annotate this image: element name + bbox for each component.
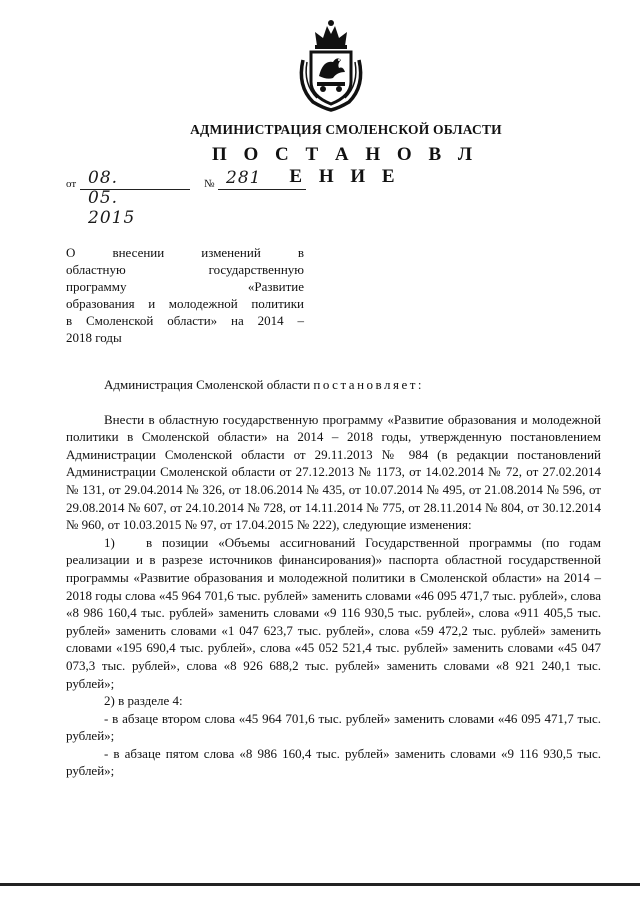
number-prefix: № [204,178,215,190]
preamble [66,376,601,394]
subject-line: в Смоленской области» на 2014 – [66,313,304,328]
page-bottom-edge [0,883,640,886]
coat-of-arms-icon [293,16,369,112]
handwritten-date: 08. 05. 2015 [88,168,136,228]
subject-line: областную государственную [66,262,304,277]
item-1 [66,534,601,692]
document-type-title: П О С Т А Н О В Л Е Н И Е [211,144,479,187]
preamble-text: Администрация Смоленской области [104,377,314,392]
number-underline [218,189,306,190]
item-2: 2) в разделе 4: [104,693,183,709]
document-subject [66,244,304,346]
date-prefix: от [66,178,77,190]
preamble-resolves: постановляет: [313,377,425,392]
subject-line: программу «Развитие [66,279,304,294]
subject-line: О внесении изменений в [66,245,304,260]
item-1-number: 1) [104,534,115,550]
item-2-paragraph-a: - в абзаце втором слова «45 964 701,6 тыс. рублей» заменить словами «46 095 471,7 тыс. рублей»; [66,710,601,744]
subject-line: 2018 годы [66,330,122,345]
handwritten-number: 281 [226,168,262,188]
item-1-text: в позиции «Объемы ассигнований Государственной программы (по годам реализации и в разрезе источников финансирования)» паспорта областной государственной программы «Развитие образования и молодежной политики в Смоленской области» на 2014 – 2018 годы слова «45 964 701,6 тыс. рублей» заменить словами «46 095 471,7 тыс. рублей», слова «8 986 160,4 тыс. рублей» заменить словами «9 116 930,5 тыс. рублей», слова «911 405,5 тыс. рублей» заменить словами «1 047 623,7 тыс. рублей», слова «59 472,2 тыс. рублей» заменить словами «195 690,4 тыс. рублей», слова «45 052 521,4 тыс. рублей» заменить словами «45 047 073,3 тыс. рублей», слова «8 926 688,2 тыс. рублей» заменить словами «8 921 240,1 тыс. рублей»; [66,534,601,691]
intro-paragraph: Внести в областную государственную программу «Развитие образования и молодежной политики в Смоленской области» на 2014 – 2018 годы, утвержденную постановлением Администрации Смоленской области от 29.11.2013 № 984 (в редакции постановлений Администрации Смоленской области от 27.12.2013 № 1173, от 14.02.2014 № 72, от 27.02.2014 № 131, от 29.04.2014 № 326, от 18.06.2014 № 435, от 10.07.2014 № 495, от 21.08.2014 № 596, от 29.08.2014 № 607, от 24.10.2014 № 728, от 14.11.2014 № 775, от 28.11.2014 № 804, от 30.12.2014 № 960, от 10.03.2015 № 97, от 17.04.2015 № 222), следующие изменения: [66,411,601,533]
organization-name: АДМИНИСТРАЦИЯ СМОЛЕНСКОЙ ОБЛАСТИ [190,122,502,137]
document-body [66,376,601,780]
item-2-paragraph-b: - в абзаце пятом слова «8 986 160,4 тыс. рублей» заменить словами «9 116 930,5 тыс. рублей»; [66,745,601,779]
subject-line: образования и молодежной политики [66,296,304,311]
